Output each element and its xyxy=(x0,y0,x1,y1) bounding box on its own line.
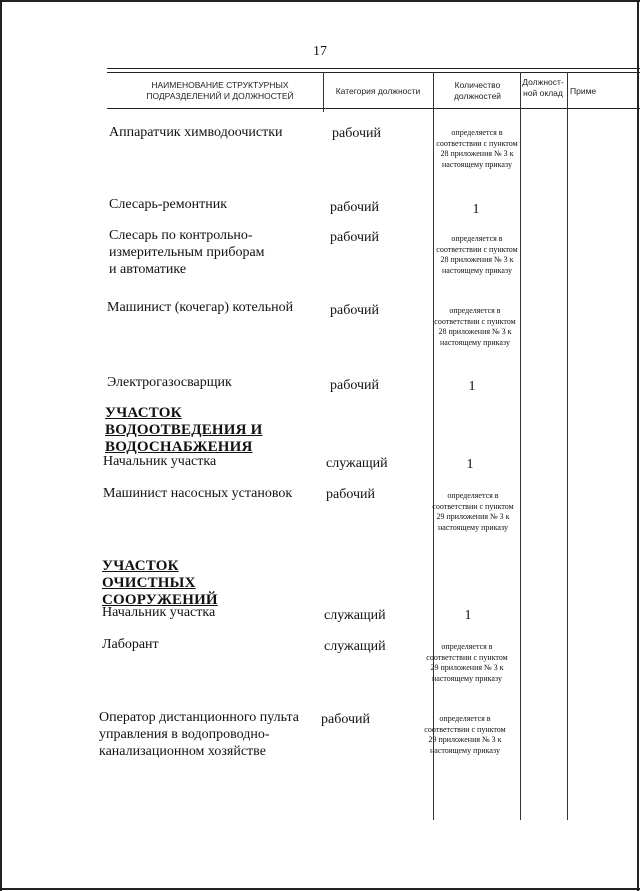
quantity-note: определяется в соответствии с пунктом 29 приложения № 3 к настоящему приказу xyxy=(424,714,506,755)
quantity-value: 1 xyxy=(464,608,472,623)
page-number: 17 xyxy=(313,44,327,59)
header-category: Категория должности xyxy=(335,86,421,96)
col-divider-2 xyxy=(433,72,434,820)
position-category: рабочий xyxy=(330,200,379,215)
position-name: Аппаратчик химводоочистки xyxy=(109,125,283,140)
page-border-left xyxy=(0,0,2,891)
position-name: Слесарь по контрольно-измерительным приборам и автоматике xyxy=(109,228,265,277)
header-salary: Должност-ной оклад xyxy=(522,77,564,98)
header-top-line-2 xyxy=(107,72,640,73)
header-quantity: Количество должностей xyxy=(453,80,502,101)
position-category: служащий xyxy=(324,639,386,654)
quantity-value: 1 xyxy=(472,202,480,217)
quantity-value: 1 xyxy=(468,379,476,394)
header-note: Приме xyxy=(570,86,597,96)
position-name: Машинист (кочегар) котельной xyxy=(107,300,294,315)
header-name: НАИМЕНОВАНИЕ СТРУКТУРНЫХ ПОДРАЗДЕЛЕНИЙ И ДОЛЖНОСТЕЙ xyxy=(146,80,294,101)
position-name: Начальник участка xyxy=(102,605,216,620)
quantity-note: определяется в соответствии с пунктом 28 приложения № 3 к настоящему приказу xyxy=(436,128,518,169)
position-name: Оператор дистанционного пульта управления в водопроводно-канализационном хозяйстве xyxy=(99,710,300,759)
position-name: Начальник участка xyxy=(103,454,217,469)
position-name: Электрогазосварщик xyxy=(107,375,232,390)
page-border-right xyxy=(637,0,639,891)
page-border-bottom xyxy=(0,888,640,890)
quantity-note: определяется в соответствии с пунктом 29 приложения № 3 к настоящему приказу xyxy=(432,491,514,532)
header-top-line xyxy=(107,68,640,69)
section-title: УЧАСТОК ОЧИСТНЫХ СООРУЖЕНИЙ xyxy=(102,558,218,608)
position-name: Машинист насосных установок xyxy=(103,486,293,501)
position-category: рабочий xyxy=(332,126,381,141)
position-category: рабочий xyxy=(330,230,379,245)
col-divider-4 xyxy=(567,72,568,820)
position-name: Лаборант xyxy=(102,637,159,652)
page-border-top xyxy=(0,0,640,2)
header-bottom-line xyxy=(107,108,640,109)
col-divider-1 xyxy=(323,72,324,112)
position-category: служащий xyxy=(326,456,388,471)
position-name: Слесарь-ремонтник xyxy=(109,197,228,212)
col-divider-3 xyxy=(520,72,521,820)
position-category: рабочий xyxy=(326,487,375,502)
quantity-note: определяется в соответствии с пунктом 28 приложения № 3 к настоящему приказу xyxy=(434,306,516,347)
section-title: УЧАСТОК ВОДООТВЕДЕНИЯ И ВОДОСНАБЖЕНИЯ xyxy=(105,405,263,455)
position-category: рабочий xyxy=(321,712,370,727)
position-category: рабочий xyxy=(330,303,379,318)
quantity-note: определяется в соответствии с пунктом 28 приложения № 3 к настоящему приказу xyxy=(436,234,518,275)
position-category: рабочий xyxy=(330,378,379,393)
quantity-value: 1 xyxy=(466,457,474,472)
quantity-note: определяется в соответствии с пунктом 29 приложения № 3 к настоящему приказу xyxy=(426,642,508,683)
position-category: служащий xyxy=(324,608,386,623)
